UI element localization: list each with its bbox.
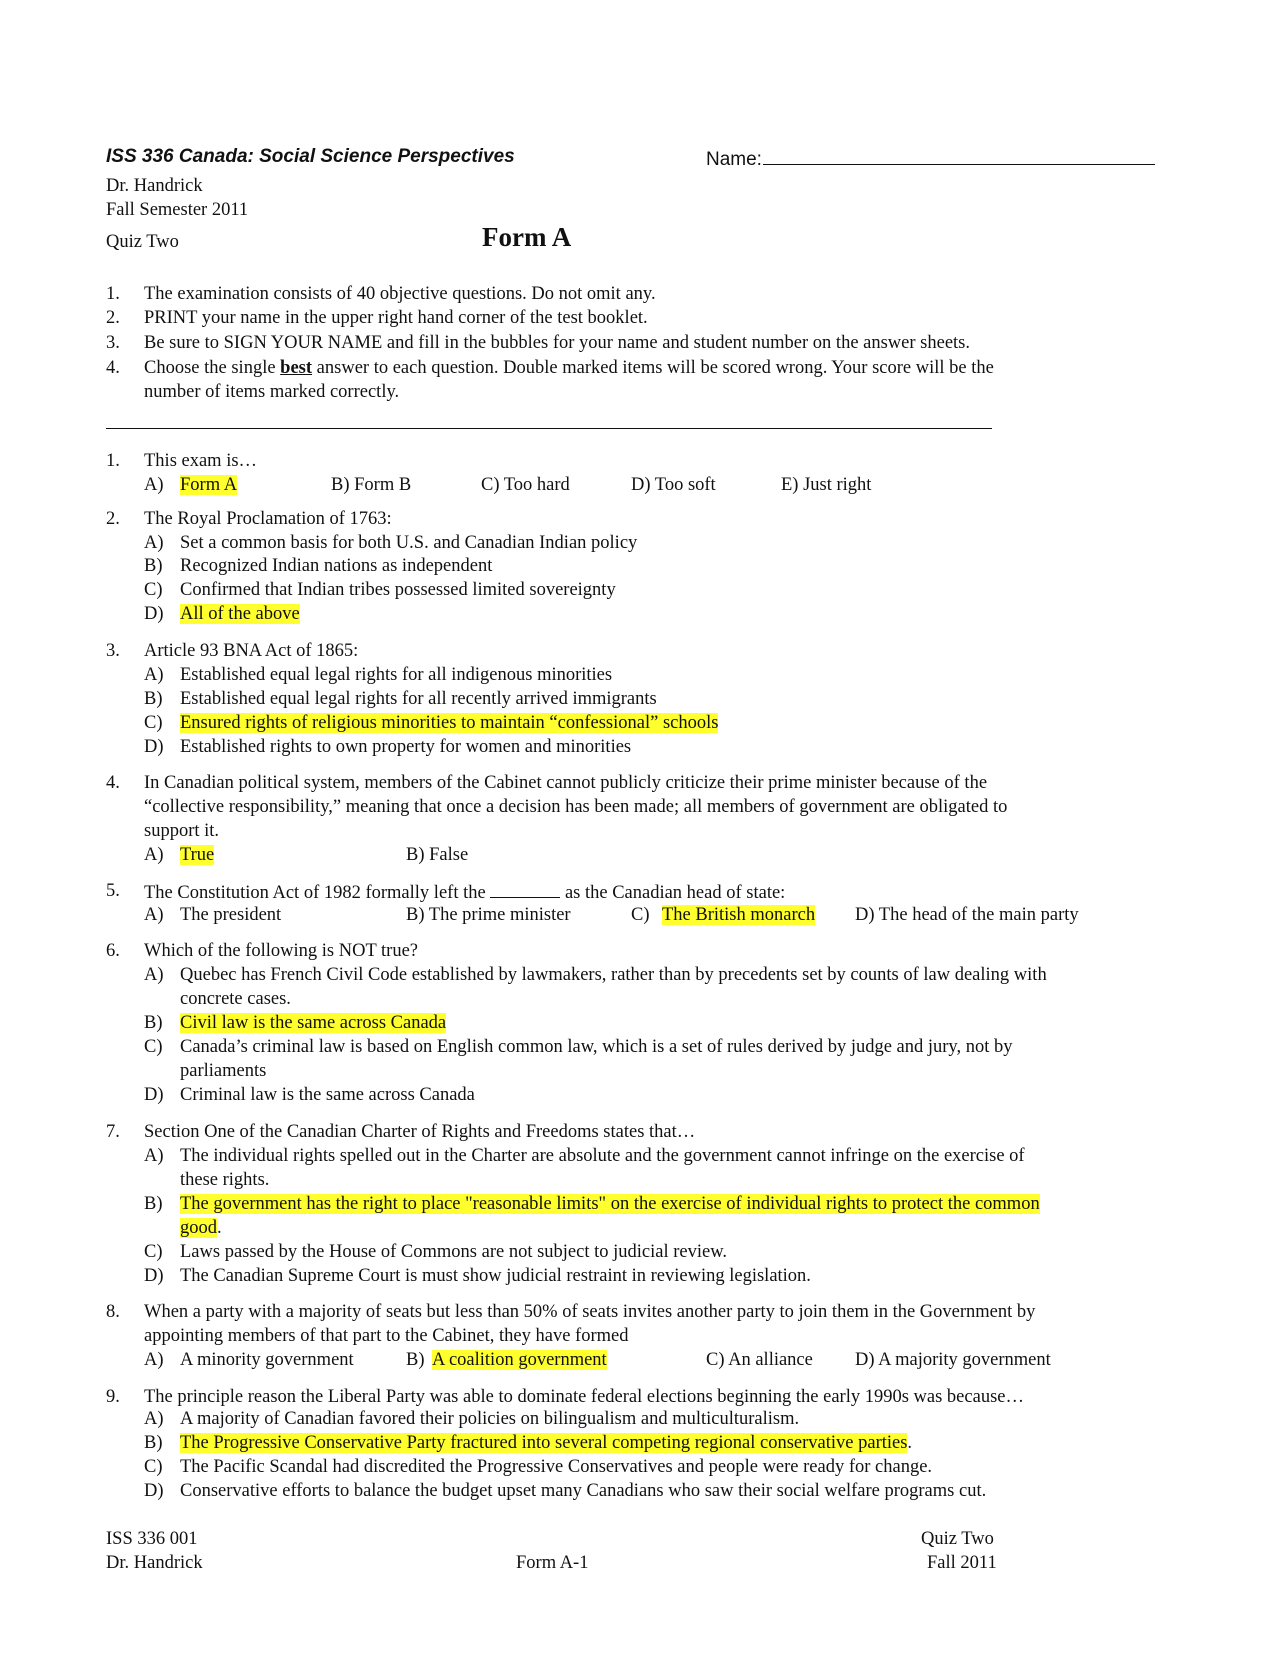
answer-option-b: B) The prime minister (406, 905, 571, 925)
instruction-num: 3. (106, 333, 120, 353)
answer-option-a: A majority of Canadian favored their policies on bilingualism and multiculturalism. (180, 1409, 800, 1429)
highlighted-answer: A coalition government (432, 1350, 607, 1370)
question-stem: Section One of the Canadian Charter of Rights and Freedoms states that… (144, 1122, 696, 1142)
option-label: B) (144, 1013, 163, 1033)
question-stem-cont: “collective responsibility,” meaning that once a decision has been made; all members of government are obligated to (144, 797, 1008, 817)
instruction-text: PRINT your name in the upper right hand corner of the test booklet. (144, 308, 648, 328)
answer-option-c: C) Too hard (481, 475, 570, 495)
instruction-text: Be sure to SIGN YOUR NAME and fill in the bubbles for your name and student number on the answer sheets. (144, 333, 971, 353)
answer-option-c: Laws passed by the House of Commons are not subject to judicial review. (180, 1242, 727, 1262)
answer-option-e: E) Just right (781, 475, 872, 495)
option-label: D) (144, 604, 164, 624)
answer-option-b: B) Form B (331, 475, 412, 495)
option-label: D) (144, 1481, 164, 1501)
option-label: A) (144, 475, 164, 495)
footer-instructor: Dr. Handrick (106, 1553, 203, 1573)
semester: Fall Semester 2011 (106, 200, 249, 220)
instruction-text: Choose the single best answer to each question. Double marked items will be scored wrong. Your score will be the (144, 358, 994, 378)
answer-option-c-cont: parliaments (180, 1061, 267, 1081)
option-label: B) (144, 1433, 163, 1453)
option-label: D) (144, 737, 164, 757)
name-label: Name: (706, 149, 762, 170)
answer-option-a-cont: these rights. (180, 1170, 270, 1190)
answer-option-a: A minority government (180, 1350, 354, 1370)
question-stem: The Royal Proclamation of 1763: (144, 509, 392, 529)
option-label: A) (144, 1146, 164, 1166)
option-label: B) (144, 556, 163, 576)
footer-page-label: Form A-1 (516, 1553, 589, 1573)
answer-option-c: Canada’s criminal law is based on English common law, which is a set of rules derived by judge and jury, not by (180, 1037, 1013, 1057)
question-number: 8. (106, 1302, 120, 1322)
question-number: 4. (106, 773, 120, 793)
answer-option-a: Quebec has French Civil Code established by lawmakers, rather than by precedents set by counts of law dealing with (180, 965, 1047, 985)
answer-option-c: C) An alliance (706, 1350, 813, 1370)
footer-quiz: Quiz Two (921, 1529, 994, 1549)
emphasis-best: best (280, 358, 313, 378)
option-label: A) (144, 845, 164, 865)
option-label: C) (144, 1242, 163, 1262)
question-number: 7. (106, 1122, 120, 1142)
highlighted-answer: Civil law is the same across Canada (180, 1013, 447, 1033)
question-stem: The principle reason the Liberal Party was able to dominate federal elections beginning the early 1990s was because… (144, 1387, 1024, 1407)
option-label: C) (144, 580, 163, 600)
instruction-num: 2. (106, 308, 120, 328)
highlighted-answer: All of the above (180, 604, 300, 624)
answer-option-a: The president (180, 905, 282, 925)
option-label: B) (144, 1194, 163, 1214)
instruction-text: The examination consists of 40 objective questions. Do not omit any. (144, 284, 656, 304)
fill-in-blank (490, 881, 560, 898)
answer-option-d: D) A majority government (855, 1350, 1051, 1370)
option-label: D) (144, 1266, 164, 1286)
instruction-text-cont: number of items marked correctly. (144, 382, 400, 402)
question-number: 6. (106, 941, 120, 961)
answer-option-c (662, 905, 815, 926)
question-number: 2. (106, 509, 120, 529)
option-label: A) (144, 965, 164, 985)
form-title: Form A (482, 222, 572, 252)
question-stem: Which of the following is NOT true? (144, 941, 419, 961)
option-label: C) (144, 1457, 163, 1477)
highlighted-answer: good (180, 1218, 217, 1238)
option-label: A) (144, 533, 164, 553)
option-label: A) (144, 1409, 164, 1429)
question-stem: The Constitution Act of 1982 formally left the as the Canadian head of state: (144, 883, 786, 903)
course-title: ISS 336 Canada: Social Science Perspectives (106, 146, 515, 167)
question-stem-cont: support it. (144, 821, 220, 841)
question-stem: This exam is… (144, 451, 258, 471)
question-number: 3. (106, 641, 120, 661)
answer-option-b (432, 1350, 607, 1371)
answer-option-c: The Pacific Scandal had discredited the Progressive Conservatives and people were ready for change. (180, 1457, 933, 1477)
answer-option-a: Set a common basis for both U.S. and Canadian Indian policy (180, 533, 638, 553)
option-label: C) (631, 905, 650, 925)
answer-option-a (180, 475, 237, 496)
answer-option-b (180, 1194, 1040, 1215)
option-label: C) (144, 1037, 163, 1057)
answer-option-d: D) The head of the main party (855, 905, 1079, 925)
answer-option-b: The Progressive Conservative Party fractured into several competing regional conservative parties. (180, 1433, 913, 1453)
option-label: A) (144, 905, 164, 925)
question-number: 9. (106, 1387, 120, 1407)
answer-option-b (180, 1013, 446, 1034)
option-label: A) (144, 665, 164, 685)
footer-term: Fall 2011 (927, 1553, 997, 1573)
answer-option-d: Established rights to own property for women and minorities (180, 737, 632, 757)
option-label: B) (144, 689, 163, 709)
question-number: 5. (106, 881, 120, 901)
highlighted-answer: The British monarch (662, 905, 816, 925)
answer-option-b: B) False (406, 845, 469, 865)
divider-line (106, 428, 992, 429)
answer-option-b: Established equal legal rights for all recently arrived immigrants (180, 689, 657, 709)
instruction-num: 4. (106, 358, 120, 378)
answer-option-c: Confirmed that Indian tribes possessed limited sovereignty (180, 580, 616, 600)
option-label: A) (144, 1350, 164, 1370)
highlighted-answer: Form A (180, 475, 238, 495)
option-label: C) (144, 713, 163, 733)
answer-option-a (180, 845, 214, 866)
option-label: D) (144, 1085, 164, 1105)
option-label: B) (406, 1350, 425, 1370)
answer-option-a: The individual rights spelled out in the Charter are absolute and the government cannot infringe on the exercise of (180, 1146, 1025, 1166)
answer-option-d: Criminal law is the same across Canada (180, 1085, 475, 1105)
answer-option-b: Recognized Indian nations as independent (180, 556, 493, 576)
question-stem: In Canadian political system, members of the Cabinet cannot publicly criticize their prime minister because of the (144, 773, 988, 793)
answer-option-a-cont: concrete cases. (180, 989, 291, 1009)
question-number: 1. (106, 451, 120, 471)
instructor: Dr. Handrick (106, 176, 203, 196)
answer-option-d: The Canadian Supreme Court is must show judicial restraint in reviewing legislation. (180, 1266, 811, 1286)
footer-course-code: ISS 336 001 (106, 1529, 198, 1549)
name-field (706, 146, 1155, 171)
highlighted-answer: The Progressive Conservative Party fractured into several competing regional conservative parties (180, 1433, 908, 1453)
answer-option-a: Established equal legal rights for all indigenous minorities (180, 665, 613, 685)
answer-option-b-cont: good. (180, 1218, 222, 1238)
highlighted-answer: Ensured rights of religious minorities to maintain “confessional” schools (180, 713, 719, 733)
question-stem-cont: appointing members of that part to the Cabinet, they have formed (144, 1326, 629, 1346)
question-stem: Article 93 BNA Act of 1865: (144, 641, 359, 661)
name-blank-line (763, 146, 1155, 165)
instruction-num: 1. (106, 284, 120, 304)
answer-option-d: D) Too soft (631, 475, 716, 495)
answer-option-d: Conservative efforts to balance the budget upset many Canadians who saw their social welfare programs cut. (180, 1481, 987, 1501)
highlighted-answer: True (180, 845, 215, 865)
answer-option-c (180, 713, 718, 734)
quiz-label: Quiz Two (106, 232, 179, 252)
highlighted-answer: The government has the right to place "reasonable limits" on the exercise of individual rights to protect the common (180, 1194, 1040, 1214)
question-stem: When a party with a majority of seats but less than 50% of seats invites another party to join them in the Government by (144, 1302, 1036, 1322)
answer-option-d (180, 604, 300, 625)
